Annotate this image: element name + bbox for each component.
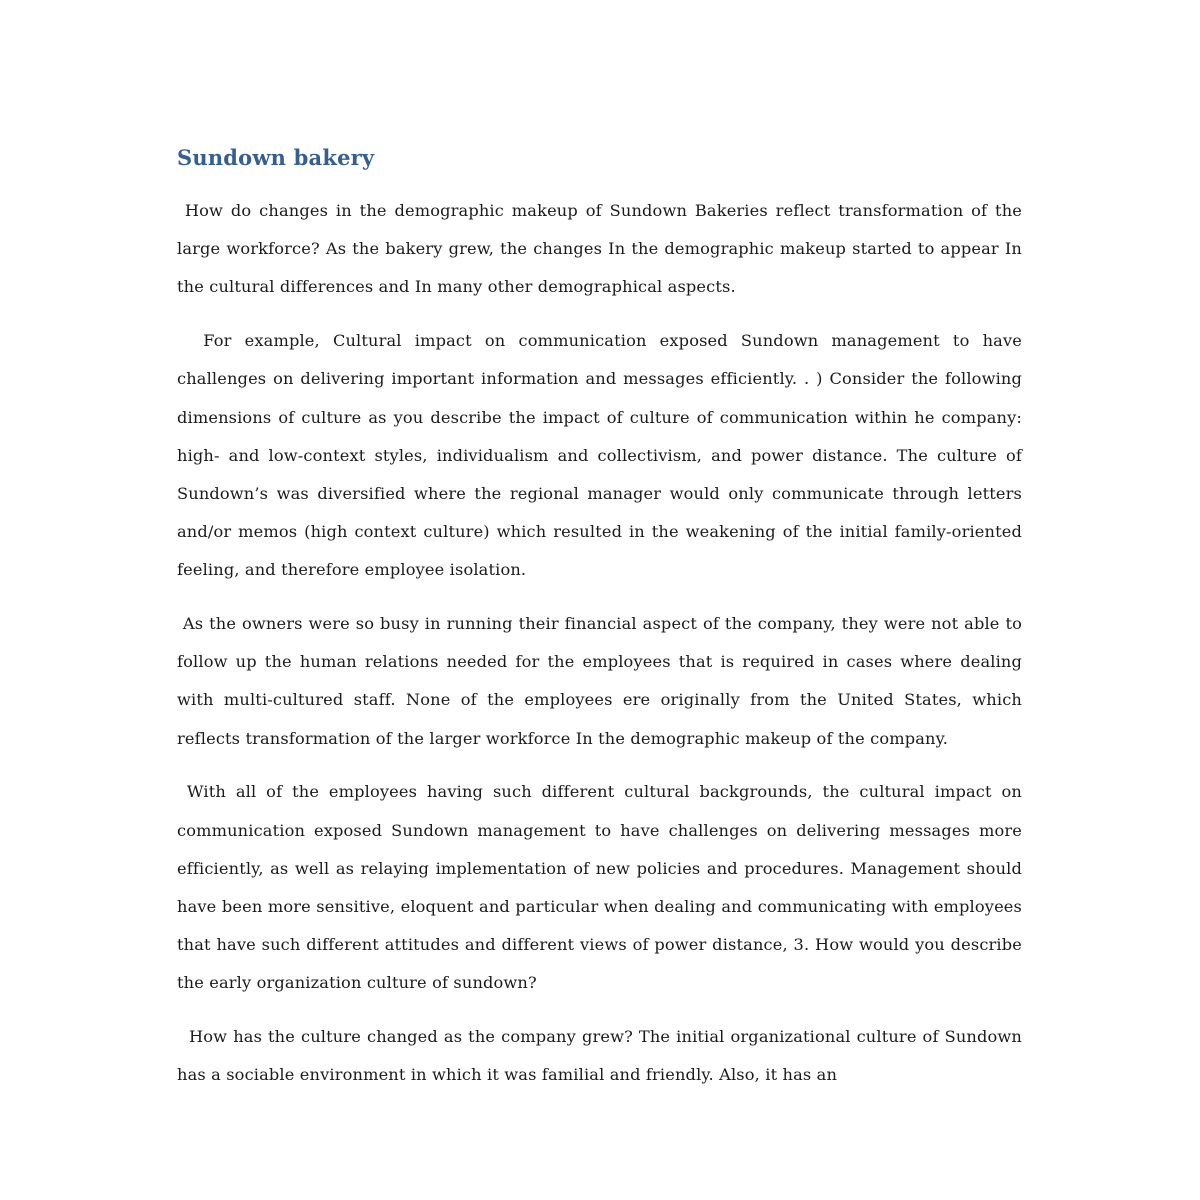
paragraph-5: How has the culture changed as the company grew? The initial organizational culture of Sundown has a sociable environment in which it was familial and friendly. Also, it has an bbox=[177, 1027, 1028, 1085]
paragraph-4: With all of the employees having such different cultural backgrounds, the cultural impact on communication exposed Sundown management to have challenges on delivering messages more efficiently, as well as relaying implementation of new policies and procedures. Management should have been more sensitive, eloquent and particular when dealing and communicating with employees that have such different attitudes and different views of power distance, 3. How would you describe the early organization culture of sundown? bbox=[177, 782, 1028, 993]
paragraph-1: How do changes in the demographic makeup of Sundown Bakeries reflect transformation of the large workforce? As the bakery grew, the changes In the demographic makeup started to appear In the cultural differences and In many other demographical aspects. bbox=[177, 201, 1028, 297]
paragraph-3: As the owners were so busy in running their financial aspect of the company, they were not able to follow up the human relations needed for the employees that is required in cases where dealing with multi-cultured staff. None of the employees ere originally from the United States, which reflects transformation of the larger workforce In the demographic makeup of the company. bbox=[177, 614, 1028, 748]
document-body bbox=[177, 138, 1028, 1110]
paragraph-2: For example, Cultural impact on communication exposed Sundown management to have challenges on delivering important information and messages efficiently. . ) Consider the following dimensions of culture as you describe the impact of culture of communication within he company: high- and low-context styles, individualism and collectivism, and power distance. The culture of Sundown’s was diversified where the regional manager would only communicate through letters and/or memos (high context culture) which resulted in the weakening of the initial family-oriented feeling, and therefore employee isolation. bbox=[177, 331, 1028, 580]
document-title: Sundown bakery bbox=[177, 145, 375, 170]
